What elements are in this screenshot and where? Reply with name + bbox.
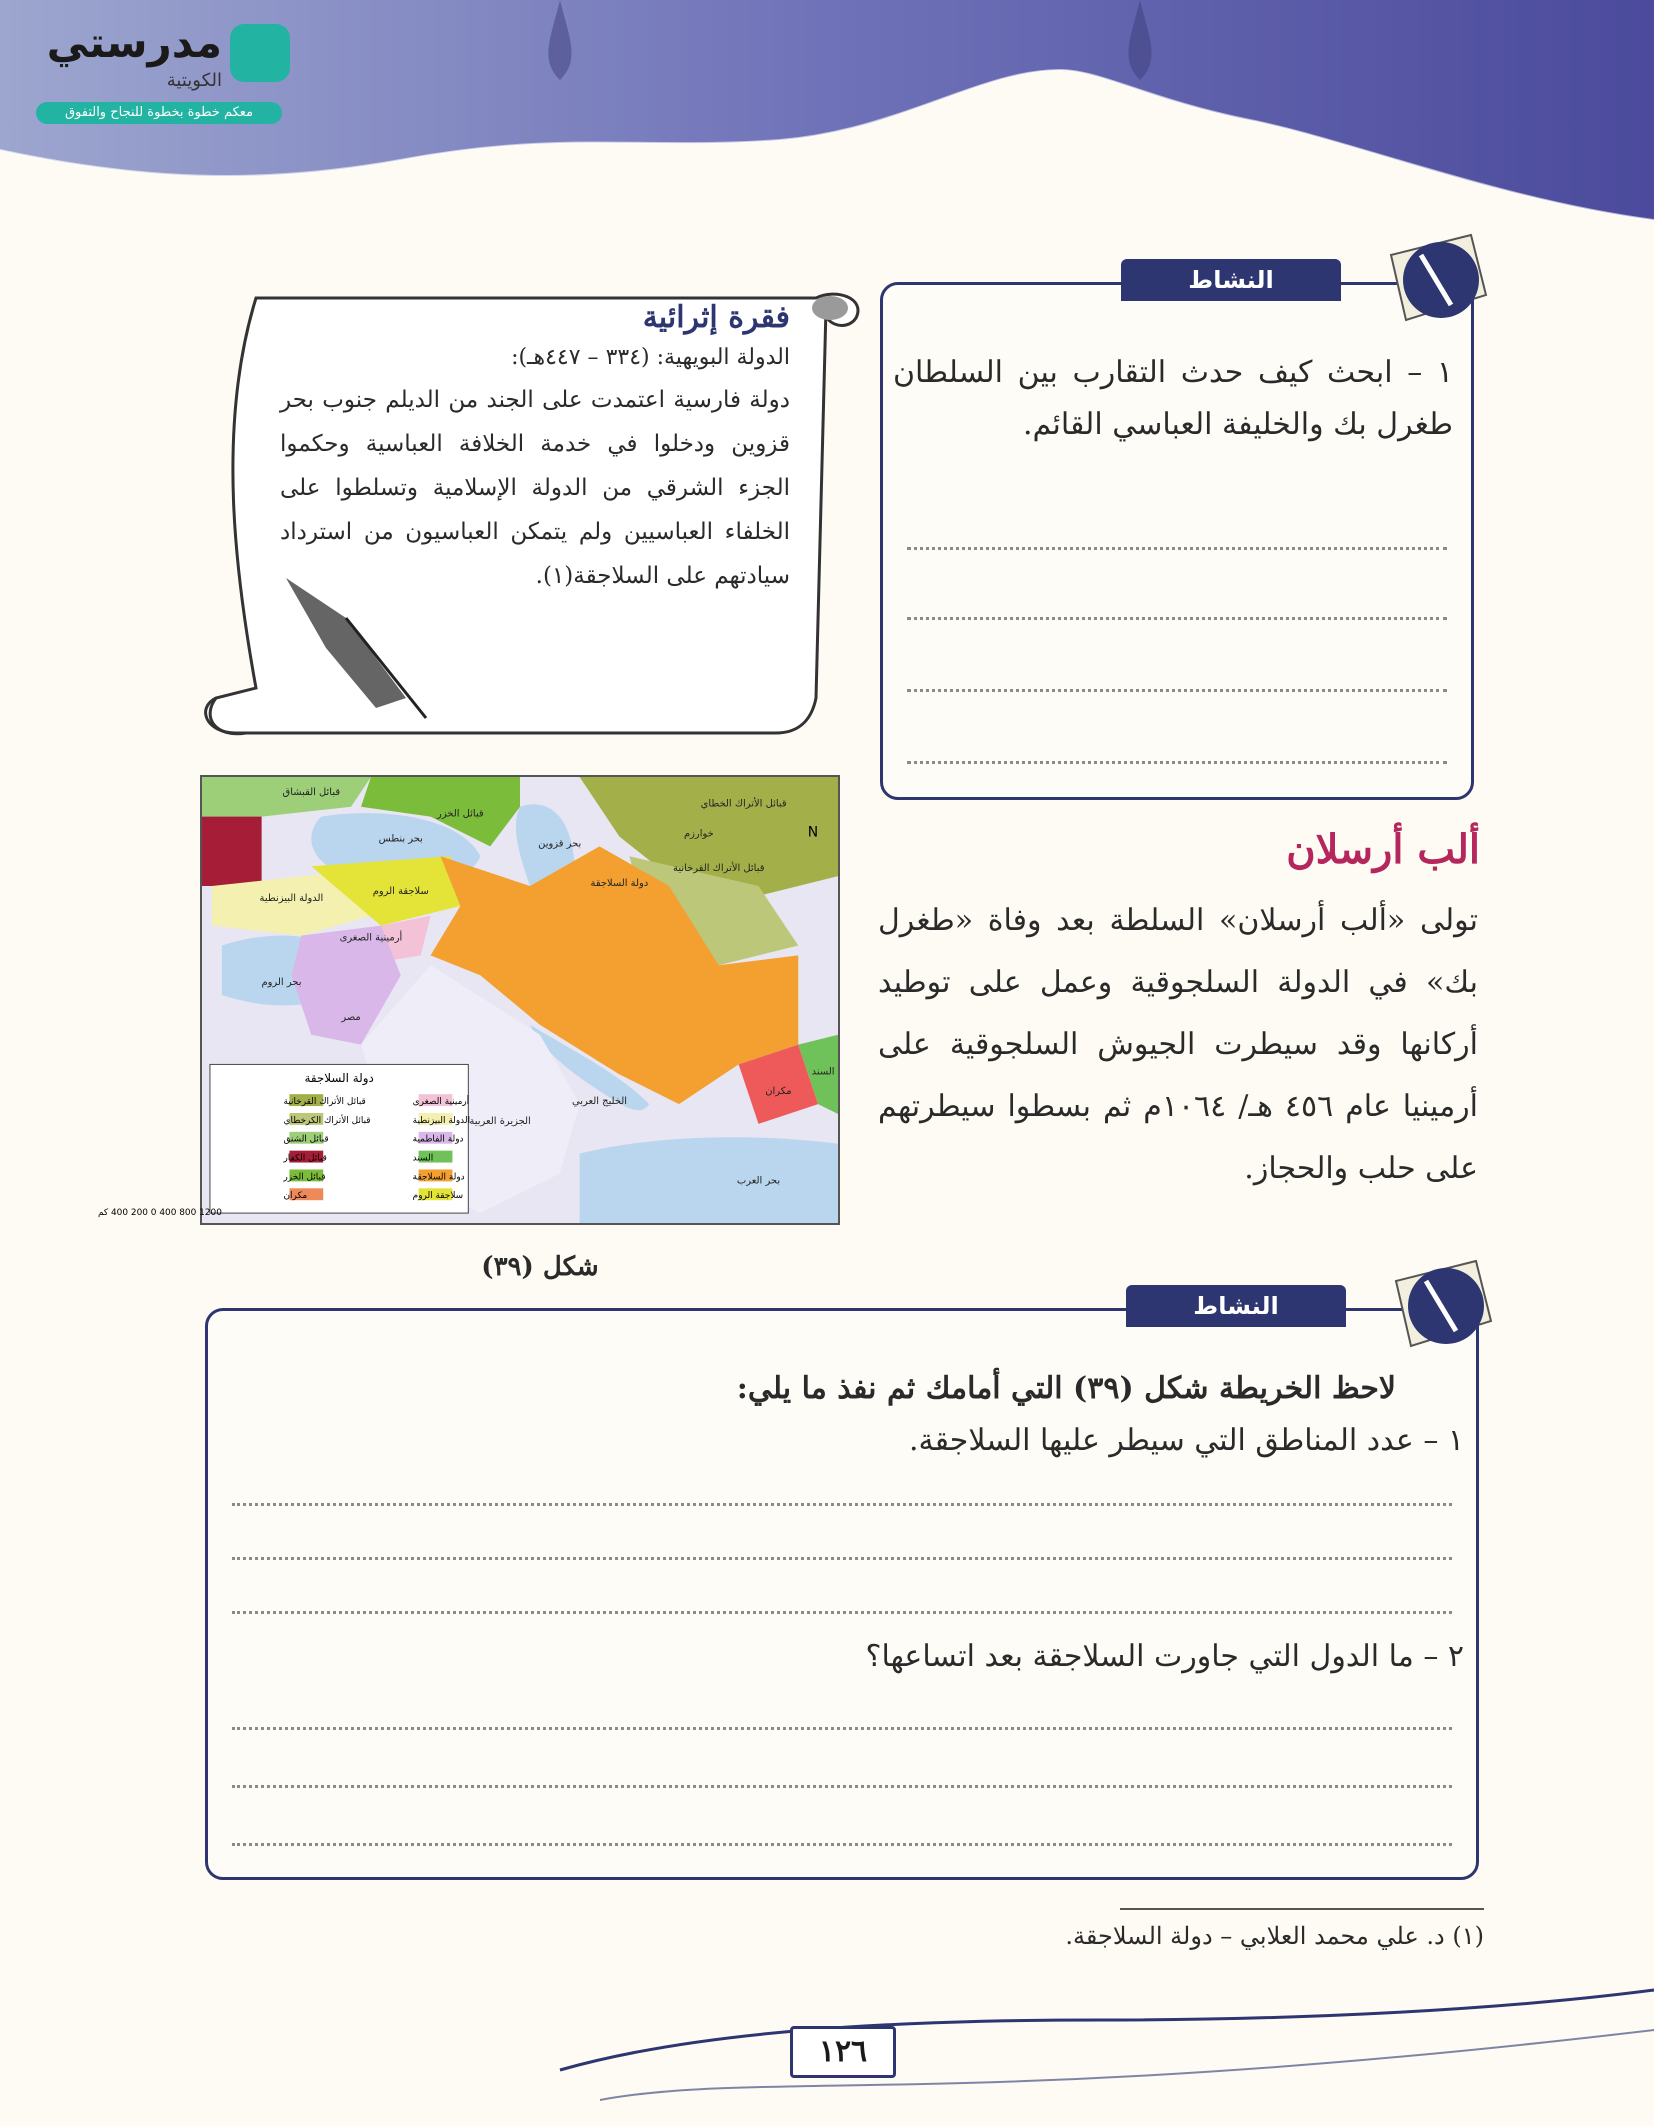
map-place-label: الدولة البيزنطية — [259, 892, 324, 904]
figure-caption: شكل (٣٩) — [481, 1252, 599, 1282]
activity-emblem-icon — [1381, 225, 1491, 335]
map-place-label: الجزيرة العربية — [469, 1115, 531, 1127]
legend-label: أرمينية الصغرى — [412, 1097, 470, 1108]
answer-line[interactable] — [907, 617, 1447, 620]
legend-label: قبائل الكفار — [283, 1153, 327, 1164]
logo-country: الكويتية — [166, 70, 222, 91]
map-place-label: دولة السلاجقة — [590, 878, 649, 890]
legend-label: مكران — [283, 1191, 308, 1202]
legend-label: دولة السلاجقة — [412, 1172, 465, 1183]
activity-emblem-icon — [1386, 1251, 1496, 1361]
map-legend-title: دولة السلاجقة — [304, 1071, 374, 1086]
answer-line[interactable] — [232, 1557, 1452, 1560]
activity2-question-2: ٢ – ما الدول التي جاورت السلاجقة بعد اتساعها؟ — [865, 1639, 1464, 1674]
activity2-intro: لاحظ الخريطة شكل (٣٩) التي أمامك ثم نفذ ما يلي: — [736, 1371, 1396, 1406]
map-place-label: أرمينية الصغرى — [339, 932, 403, 944]
map-place-label: سلاجقة الروم — [372, 885, 429, 897]
activity-box-1 — [880, 266, 1474, 800]
brand-logo — [36, 14, 298, 124]
legend-label: قبائل الأتراك الكرخطاي — [283, 1115, 371, 1126]
legend-label: السند — [412, 1153, 434, 1164]
answer-line[interactable] — [907, 689, 1447, 692]
legend-label: قبائل الشنق — [283, 1134, 329, 1145]
activity1-question: ١ – ابحث كيف حدث التقارب بين السلطان طغرل بك والخليفة العباسي القائم. — [893, 355, 1453, 442]
activity-tab-label: النشاط — [1126, 1285, 1346, 1327]
map-place-label: السند — [811, 1066, 835, 1078]
enrichment-title: فقرة إثرائية — [642, 300, 790, 335]
map-place-label: بحر الروم — [261, 977, 302, 989]
page-footer — [0, 1990, 1654, 2126]
activity-box-2 — [205, 1292, 1479, 1880]
footnote-divider — [1120, 1908, 1484, 1910]
enrichment-subtitle: الدولة البويهية: (٣٣٤ – ٤٤٧هـ): — [511, 345, 790, 370]
map-place-label: بحر العرب — [736, 1175, 781, 1187]
section-body: تولى «ألب أرسلان» السلطة بعد وفاة «طغرل بك» في الدولة السلجوقية وعمل على توطيد أركانها وقد سيطرت الجيوش السلجوقية على أرمينيا عام ٤٥٦ هـ/ ١٠٦٤م ثم بسطوا سيطرتهم على حلب والحجاز. — [878, 903, 1478, 1186]
map-place-label: قبائل الخزر — [437, 808, 484, 820]
north-arrow-icon: N — [807, 824, 819, 841]
map-place-label: مصر — [341, 1011, 361, 1023]
seljuk-map — [97, 775, 840, 1225]
logo-slogan: معكم خطوة بخطوة للنجاح والتفوق — [36, 102, 282, 124]
logo-mark-icon — [230, 24, 290, 82]
legend-label: دولة الفاطمية — [412, 1134, 464, 1145]
legend-label: قبائل الأتراك القرخانية — [283, 1097, 366, 1108]
logo-name: مدرستي — [46, 18, 222, 67]
map-place-label: الخليج العربي — [571, 1096, 628, 1108]
arabian-sea — [580, 1137, 838, 1223]
answer-line[interactable] — [232, 1727, 1452, 1730]
page-number: ١٢٦ — [790, 2026, 896, 2078]
answer-line[interactable] — [232, 1785, 1452, 1788]
section-title: ألب أرسلان — [1286, 826, 1480, 873]
map-place-label: قبائل الأتراك الخطاي — [700, 798, 787, 810]
legend-label: قبائل الخزر — [283, 1172, 326, 1183]
footnote: (١) د. علي محمد العلابي – دولة السلاجقة. — [1065, 1922, 1484, 1950]
map-place-label: مكران — [765, 1086, 792, 1098]
answer-line[interactable] — [907, 761, 1447, 764]
answer-line[interactable] — [232, 1503, 1452, 1506]
activity2-question-1: ١ – عدد المناطق التي سيطر عليها السلاجقة. — [908, 1423, 1464, 1458]
legend-label: الدولة البيزنطية — [412, 1115, 471, 1126]
enrichment-scroll — [196, 278, 866, 746]
enrichment-body: دولة فارسية اعتمدت على الجند من الديلم جنوب بحر قزوين ودخلوا في خدمة الخلافة العباسية وحكموا الجزء الشرقي من الدولة الإسلامية وتسلطوا على الخلفاء العباسيين ولم يتمكن العباسيون من استرداد سيادتهم على السلاجقة(١). — [280, 387, 790, 589]
map-place-label: بحر بنطس — [378, 833, 423, 845]
map-place-label: قبائل القبشاق — [282, 786, 341, 798]
map-place-label: قبائل الأتراك القرخانية — [673, 863, 765, 875]
map-place-label: بحر قزوين — [538, 838, 582, 850]
activity-tab-label: النشاط — [1121, 259, 1341, 301]
map-scale: 1200 800 400 0 200 400 كم — [97, 1208, 222, 1219]
answer-line[interactable] — [232, 1843, 1452, 1846]
map-place-label: خوارزم — [684, 828, 714, 840]
region-kuffar — [202, 817, 262, 886]
legend-label: سلاجقة الروم — [412, 1191, 464, 1202]
answer-line[interactable] — [907, 547, 1447, 550]
answer-line[interactable] — [232, 1611, 1452, 1614]
